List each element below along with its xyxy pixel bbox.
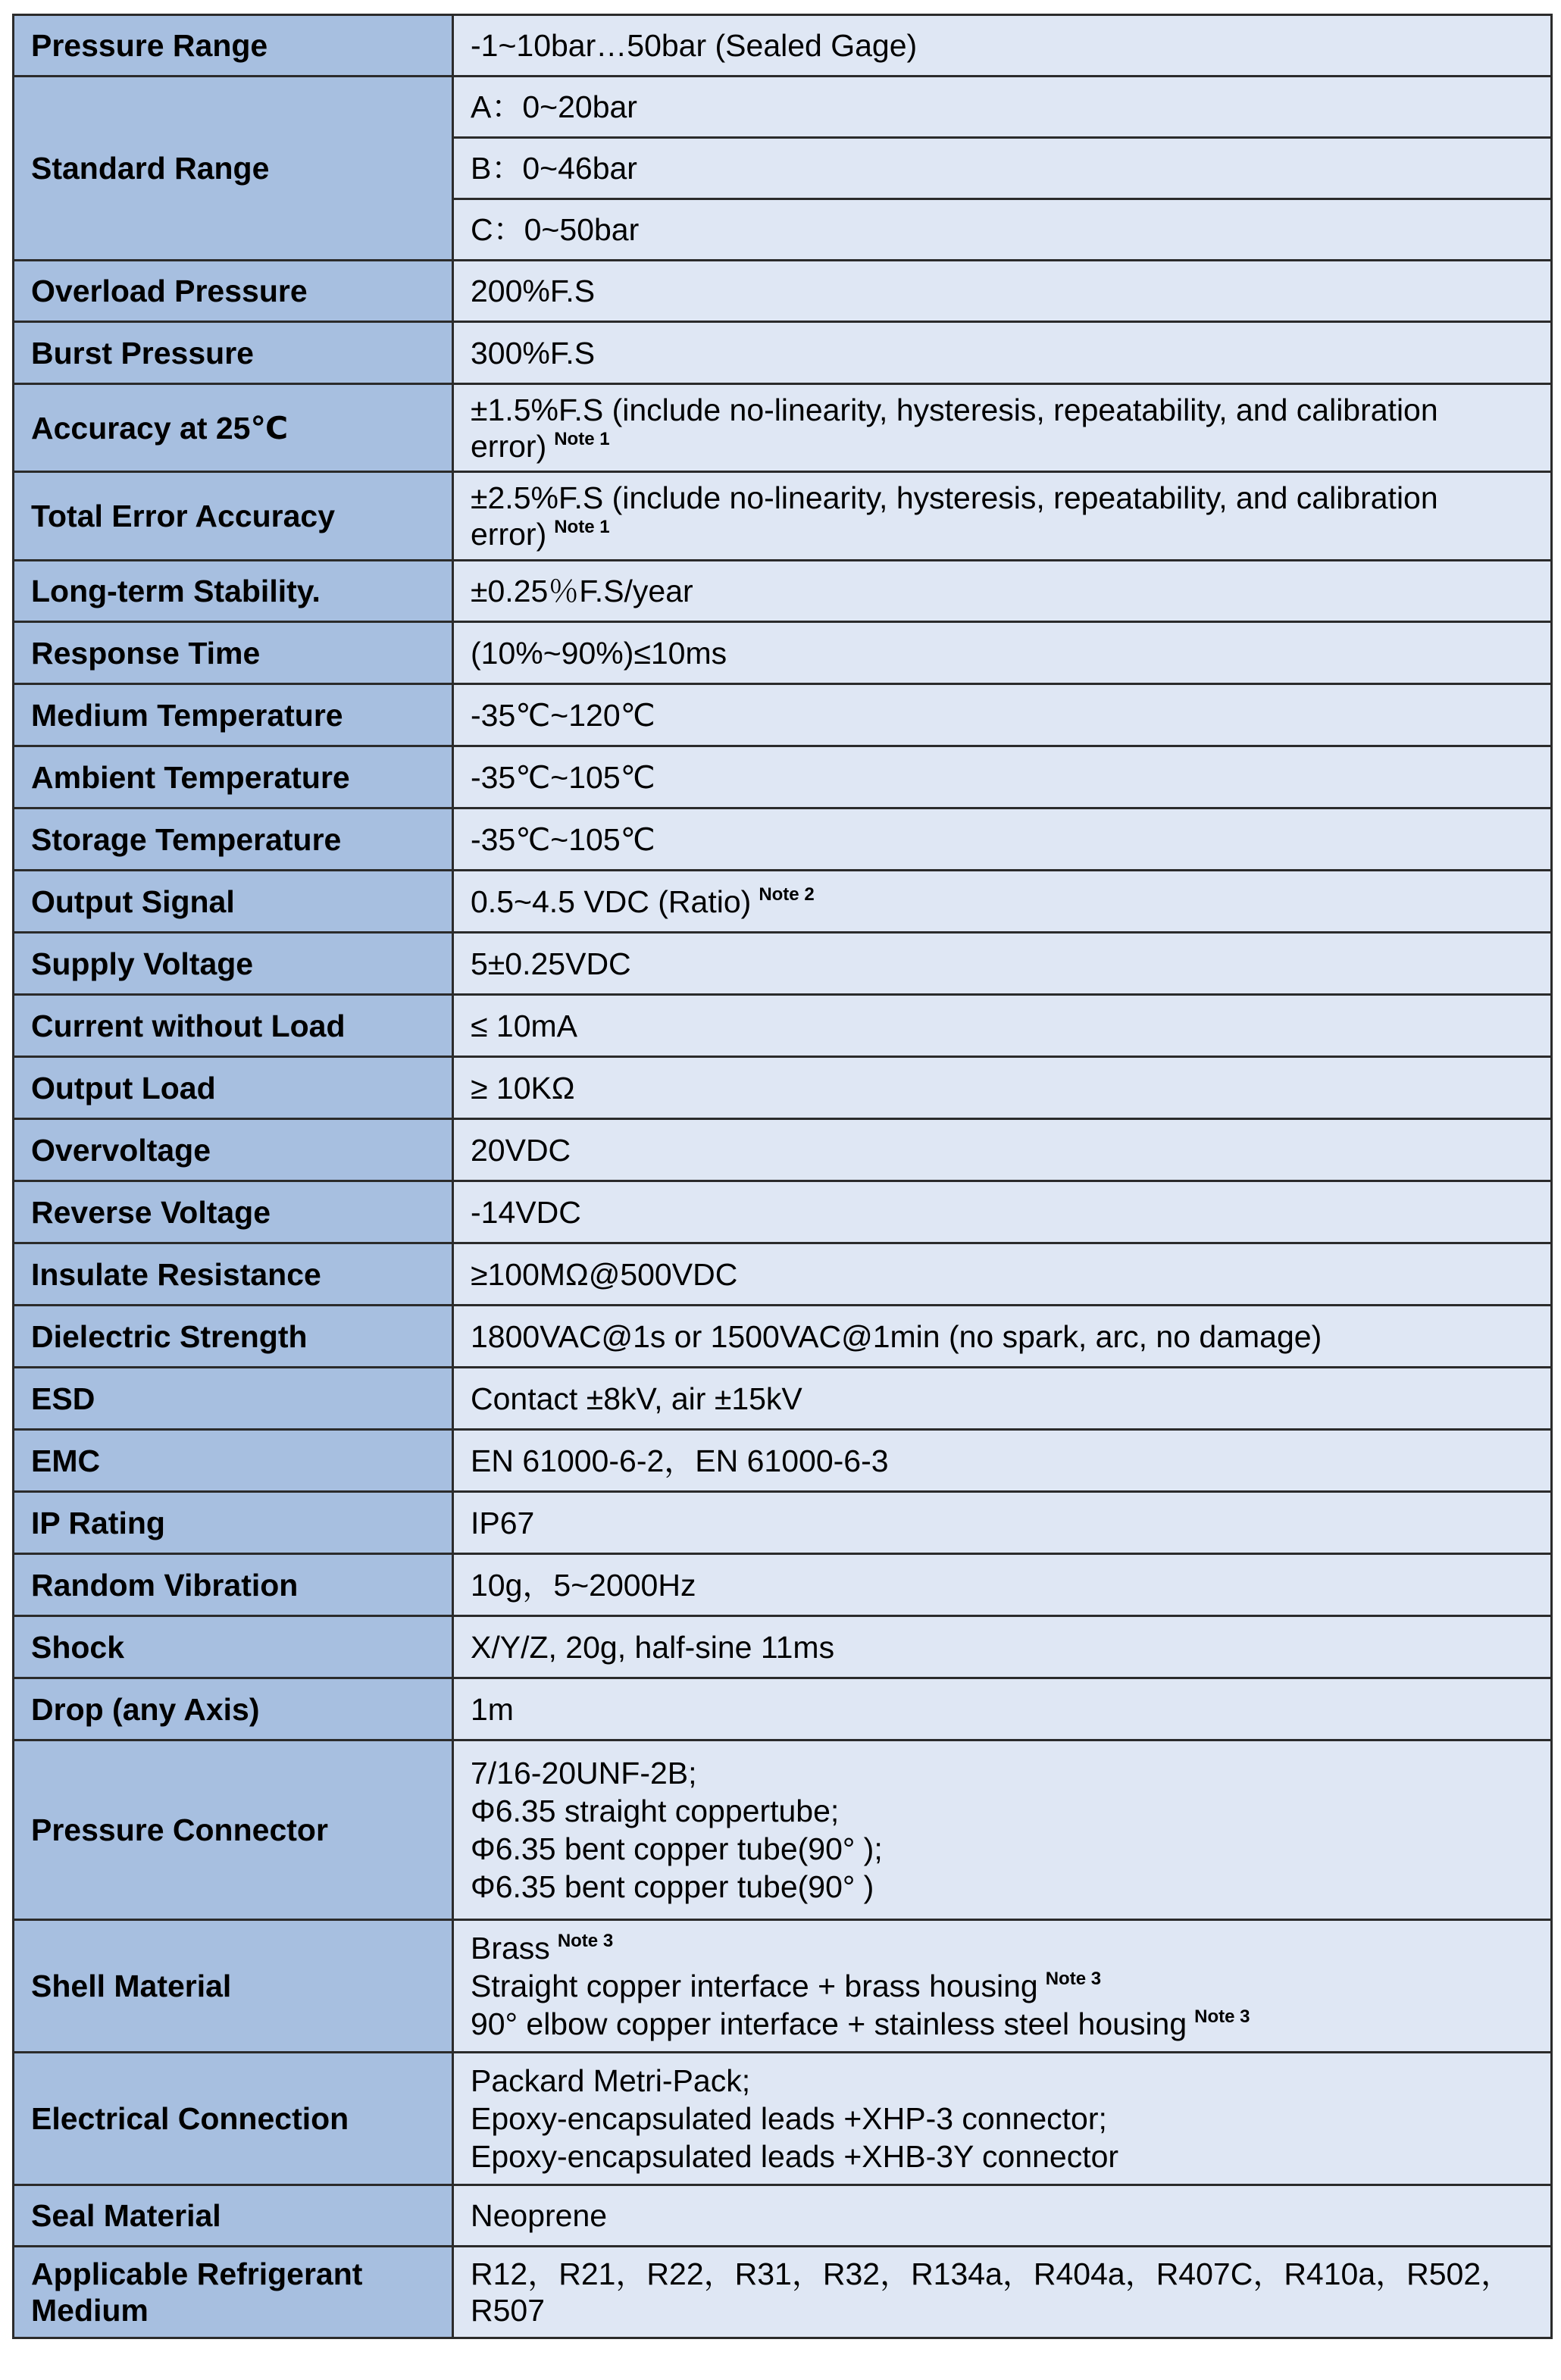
spec-value-text: Φ6.35 bent copper tube(90° );	[471, 1831, 883, 1866]
table-row	[14, 1616, 1552, 1678]
spec-value-text: X/Y/Z, 20g, half-sine 11ms	[471, 1629, 835, 1665]
spec-value	[453, 1368, 1552, 1430]
spec-value: B：0~46bar	[453, 138, 1552, 199]
spec-value-line	[471, 2005, 1534, 2043]
spec-value	[453, 472, 1552, 561]
table-row	[14, 322, 1552, 384]
spec-value-text: Contact ±8kV, air ±15kV	[471, 1381, 802, 1416]
spec-value-text: -35℃~105℃	[471, 821, 655, 857]
spec-value-text: IP67	[471, 1505, 535, 1540]
spec-value-text: ±0.25％F.S/year	[471, 574, 693, 608]
spec-value: A：0~20bar	[453, 77, 1552, 138]
table-row	[14, 1368, 1552, 1430]
spec-value	[453, 1616, 1552, 1678]
spec-value-line	[471, 1792, 1534, 1830]
table-row	[14, 746, 1552, 808]
spec-label: Seal Material	[14, 2185, 453, 2247]
spec-label: IP Rating	[14, 1492, 453, 1554]
table-row	[14, 1678, 1552, 1740]
spec-value	[453, 871, 1552, 933]
spec-value-text: 1800VAC@1s or 1500VAC@1min (no spark, arc, no damage)	[471, 1318, 1322, 1354]
spec-value	[453, 1492, 1552, 1554]
spec-label: Reverse Voltage	[14, 1181, 453, 1243]
spec-value-line	[471, 1967, 1534, 2005]
spec-value	[453, 808, 1552, 871]
note-reference: Note 2	[759, 884, 815, 905]
table-row	[14, 1920, 1552, 2053]
table-row	[14, 472, 1552, 561]
spec-value-text: Straight copper interface + brass housing	[471, 1969, 1038, 2003]
spec-value-text: EN 61000-6-2，EN 61000-6-3	[471, 1443, 889, 1478]
spec-value-line	[471, 2100, 1534, 2138]
spec-label: Total Error Accuracy	[14, 472, 453, 561]
spec-value	[453, 1740, 1552, 1920]
spec-value-text: 5±0.25VDC	[471, 946, 631, 981]
spec-label: Storage Temperature	[14, 808, 453, 871]
spec-value-text: 300%F.S	[471, 335, 596, 371]
spec-label: Response Time	[14, 622, 453, 684]
note-reference: Note 3	[1045, 1969, 1102, 1989]
spec-label: EMC	[14, 1430, 453, 1492]
spec-value	[453, 1119, 1552, 1181]
spec-value-text: 7/16-20UNF-2B;	[471, 1756, 697, 1790]
spec-value-text: -1~10bar…50bar (Sealed Gage)	[471, 28, 918, 63]
table-row	[14, 384, 1552, 472]
spec-label: Standard Range	[14, 77, 453, 261]
spec-value	[453, 995, 1552, 1057]
spec-value-text: 200%F.S	[471, 274, 596, 308]
spec-value-line	[471, 1754, 1534, 1792]
table-row	[14, 808, 1552, 871]
table-row	[14, 933, 1552, 995]
spec-value-text: R12，R21，R22，R31，R32，R134a，R404a，R407C，R410a，R502，R507	[471, 2256, 1513, 2328]
spec-value-text: 90° elbow copper interface + stainless steel housing	[471, 2006, 1187, 2041]
spec-value-text: Epoxy-encapsulated leads +XHB-3Y connector	[471, 2139, 1119, 2174]
spec-value	[453, 1430, 1552, 1492]
table-row	[14, 261, 1552, 322]
table-row	[14, 1181, 1552, 1243]
spec-value	[453, 2247, 1552, 2338]
spec-value-text: Brass	[471, 1931, 550, 1966]
table-row	[14, 2053, 1552, 2185]
table-row	[14, 1057, 1552, 1119]
spec-label: Pressure Connector	[14, 1740, 453, 1920]
spec-value	[453, 261, 1552, 322]
spec-label: Shock	[14, 1616, 453, 1678]
table-row	[14, 684, 1552, 746]
spec-label: Insulate Resistance	[14, 1243, 453, 1306]
spec-value-text: Φ6.35 straight coppertube;	[471, 1794, 840, 1828]
spec-value	[453, 322, 1552, 384]
spec-label: Burst Pressure	[14, 322, 453, 384]
spec-value	[453, 933, 1552, 995]
spec-value	[453, 1678, 1552, 1740]
specifications-table	[12, 14, 1553, 2339]
spec-label: Supply Voltage	[14, 933, 453, 995]
spec-value-text: -14VDC	[471, 1194, 581, 1230]
specifications-table-body	[14, 15, 1552, 2338]
spec-label: Output Signal	[14, 871, 453, 933]
spec-value-text: ±1.5%F.S (include no-linearity, hysteresis, repeatability, and calibration error)	[471, 392, 1438, 464]
spec-label: Medium Temperature	[14, 684, 453, 746]
spec-value-line	[471, 2062, 1534, 2100]
spec-value-text: (10%~90%)≤10ms	[471, 635, 727, 671]
table-row	[14, 1492, 1552, 1554]
table-row	[14, 77, 1552, 138]
note-reference: Note 1	[554, 517, 610, 537]
spec-value	[453, 1243, 1552, 1306]
spec-value	[453, 15, 1552, 77]
spec-label: Pressure Range	[14, 15, 453, 77]
spec-value: C：0~50bar	[453, 199, 1552, 261]
spec-value	[453, 746, 1552, 808]
spec-label: Drop (any Axis)	[14, 1678, 453, 1740]
note-reference: Note 1	[554, 428, 610, 449]
spec-label: Output Load	[14, 1057, 453, 1119]
spec-value	[453, 384, 1552, 472]
spec-value-text: Neoprene	[471, 2198, 608, 2233]
spec-value-text: 1m	[471, 1691, 514, 1727]
spec-value	[453, 622, 1552, 684]
table-row	[14, 561, 1552, 622]
note-reference: Note 3	[557, 1931, 614, 1951]
spec-value	[453, 1920, 1552, 2053]
spec-label: Current without Load	[14, 995, 453, 1057]
spec-value-text: Epoxy-encapsulated leads +XHP-3 connector;	[471, 2101, 1107, 2136]
table-row	[14, 15, 1552, 77]
spec-value-text: ±2.5%F.S (include no-linearity, hysteresis, repeatability, and calibration error)	[471, 480, 1438, 552]
spec-label: Overload Pressure	[14, 261, 453, 322]
spec-value	[453, 1181, 1552, 1243]
spec-value-line	[471, 1868, 1534, 1906]
spec-label: ESD	[14, 1368, 453, 1430]
spec-label: Dielectric Strength	[14, 1306, 453, 1368]
spec-value	[453, 1306, 1552, 1368]
spec-value-text: 10g，5~2000Hz	[471, 1567, 696, 1603]
table-row	[14, 1554, 1552, 1616]
spec-label: Electrical Connection	[14, 2053, 453, 2185]
table-row	[14, 622, 1552, 684]
spec-value-text: Φ6.35 bent copper tube(90° )	[471, 1869, 874, 1904]
spec-label: Accuracy at 25℃	[14, 384, 453, 472]
spec-value	[453, 1057, 1552, 1119]
table-row	[14, 871, 1552, 933]
spec-value	[453, 2185, 1552, 2247]
spec-value-text: ≥100MΩ@500VDC	[471, 1256, 738, 1292]
spec-value-text: -35℃~120℃	[471, 697, 655, 733]
table-row	[14, 1430, 1552, 1492]
note-reference: Note 3	[1194, 2006, 1250, 2027]
spec-value-line	[471, 1830, 1534, 1868]
table-row	[14, 1119, 1552, 1181]
spec-value-text: ≤ 10mA	[471, 1008, 577, 1043]
spec-label: Overvoltage	[14, 1119, 453, 1181]
spec-value-text: Packard Metri-Pack;	[471, 2063, 751, 2098]
spec-value	[453, 684, 1552, 746]
table-row	[14, 1243, 1552, 1306]
spec-value-text: 20VDC	[471, 1132, 571, 1168]
spec-label: Applicable Refrigerant Medium	[14, 2247, 453, 2338]
table-row	[14, 1740, 1552, 1920]
table-row	[14, 2247, 1552, 2338]
spec-value-line	[471, 2138, 1534, 2175]
table-row	[14, 1306, 1552, 1368]
table-row	[14, 995, 1552, 1057]
spec-value	[453, 561, 1552, 622]
spec-value	[453, 1554, 1552, 1616]
spec-label: Ambient Temperature	[14, 746, 453, 808]
spec-label: Long-term Stability.	[14, 561, 453, 622]
spec-label: Random Vibration	[14, 1554, 453, 1616]
spec-value	[453, 2053, 1552, 2185]
table-row	[14, 2185, 1552, 2247]
spec-value-text: 0.5~4.5 VDC (Ratio)	[471, 884, 752, 919]
spec-value-text: ≥ 10KΩ	[471, 1070, 575, 1106]
spec-label: Shell Material	[14, 1920, 453, 2053]
spec-value-line	[471, 1929, 1534, 1967]
spec-value-text: -35℃~105℃	[471, 759, 655, 795]
